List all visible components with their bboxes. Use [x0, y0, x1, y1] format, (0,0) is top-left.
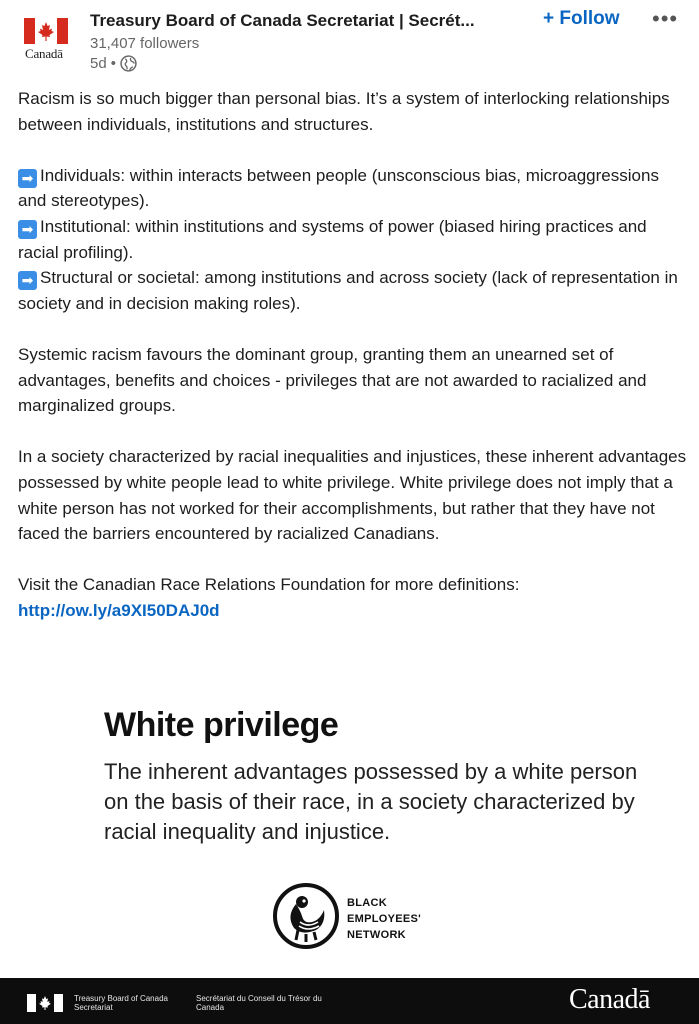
- network-line-1: BLACK: [347, 897, 387, 909]
- paragraph-visit: Visit the Canadian Race Relations Foundation for more definitions:: [18, 575, 520, 595]
- footer-french: Secrétariat du Conseil du Trésor du Canada: [196, 994, 322, 1012]
- network-name: [347, 895, 421, 943]
- post-header: [0, 0, 699, 80]
- footer-english: Treasury Board of Canada Secretariat: [74, 994, 168, 1012]
- canada-flag-icon: [27, 994, 63, 1012]
- network-line-3: NETWORK: [347, 929, 406, 941]
- canada-flag-icon: [24, 18, 68, 44]
- meta-separator: •: [110, 55, 116, 72]
- org-logo[interactable]: [22, 18, 72, 62]
- globe-icon: [120, 55, 137, 72]
- paragraph-privilege: In a society characterized by racial inequalities and injustices, these inherent advantages possessed by white people lead to white privilege. White privilege does not imply that a white person has not worked for their accomplishments, but rather that they have not faced the barriers encountered by racialized Canadians.: [18, 447, 687, 544]
- right-arrow-icon: ➡: [18, 169, 37, 188]
- network-line-2: EMPLOYEES': [347, 913, 422, 925]
- bullet-text: Structural or societal: among institutions and across society (lack of representation in society and in decision making roles).: [18, 268, 678, 313]
- image-description: The inherent advantages possessed by a white person on the basis of their race, in a society characterized by racial inequality and injustice.: [104, 759, 638, 844]
- org-name-link[interactable]: Treasury Board of Canada Secretariat | Secrét...: [90, 11, 475, 30]
- bullet-text: Institutional: within institutions and systems of power (biased hiring practices and racial profiling).: [18, 216, 647, 262]
- right-arrow-icon: ➡: [18, 220, 37, 239]
- bullet-structural: [18, 265, 688, 316]
- post-image[interactable]: [0, 660, 699, 1024]
- post-time: 5d: [90, 55, 107, 72]
- paragraph-systemic: Systemic racism favours the dominant group, granting them an unearned set of advantages, benefits and choices - privileges that are not awarded to racialized and marginalized groups.: [18, 344, 647, 416]
- image-footer-banner: [0, 978, 699, 1024]
- canada-wordmark: Canadā: [569, 984, 650, 1015]
- image-title: White privilege: [104, 706, 339, 744]
- bullet-institutional: [18, 214, 688, 265]
- right-arrow-icon: ➡: [18, 271, 37, 290]
- paragraph-intro: Racism is so much bigger than personal bias. It’s a system of interlocking relationships between individuals, institutions and structures.: [18, 89, 670, 134]
- black-employees-network-logo-icon: [272, 882, 340, 950]
- follow-button[interactable]: + Follow: [543, 8, 620, 29]
- more-options-button[interactable]: •••: [652, 6, 679, 31]
- follower-count: 31,407 followers: [90, 35, 200, 52]
- post-body: [18, 86, 688, 623]
- crrf-link[interactable]: http://ow.ly/a9XI50DAJ0d: [18, 600, 220, 620]
- bullet-individuals: [18, 163, 688, 214]
- canada-wordmark: Canadā: [25, 46, 63, 61]
- bullet-text: Individuals: within interacts between people (unsconscious bias, microaggressions and stereotypes).: [18, 165, 659, 211]
- post-meta: [90, 55, 137, 72]
